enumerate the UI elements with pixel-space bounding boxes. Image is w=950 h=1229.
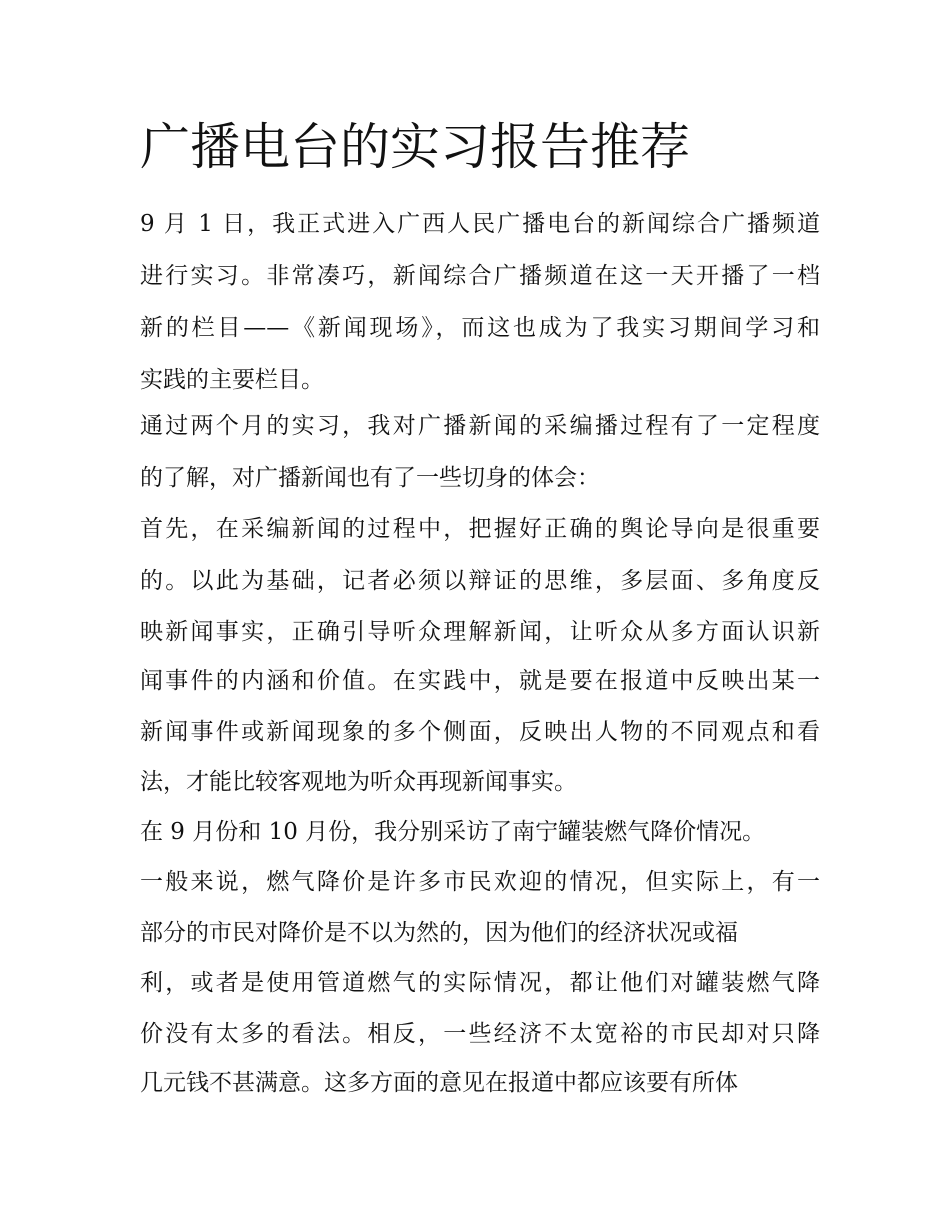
paragraph-line: 首先，在采编新闻的过程中，把握好正确的舆论导向是很重要: [140, 516, 820, 542]
paragraph-line: 利，或者是使用管道燃气的实际情况，都让他们对罐装燃气降: [140, 970, 820, 996]
paragraph-line: 映新闻事实，正确引导听众理解新闻，让听众从多方面认识新: [140, 619, 820, 645]
paragraph-line: 新的栏目——《新闻现场》，而这也成为了我实习期间学习和: [140, 315, 820, 341]
paragraph-line: 法，才能比较客观地为听众再现新闻事实。: [140, 769, 577, 795]
paragraph-line: 通过两个月的实习，我对广播新闻的采编播过程有了一定程度: [140, 413, 820, 439]
paragraph-line: 的。以此为基础，记者必须以辩证的思维，多层面、多角度反: [140, 568, 820, 594]
paragraph-line: 在 9 月份和 10 月份，我分别采访了南宁罐装燃气降价情况。: [140, 819, 766, 845]
paragraph-line: 一般来说，燃气降价是许多市民欢迎的情况，但实际上，有一: [140, 869, 820, 895]
paragraph-line: 的了解，对广播新闻也有了一些切身的体会：: [140, 465, 600, 491]
paragraph-line: 9 月 1 日，我正式进入广西人民广播电台的新闻综合广播频道: [140, 211, 820, 237]
paragraph-line: 实践的主要栏目。: [140, 367, 324, 393]
paragraph-line: 几元钱不甚满意。这多方面的意见在报道中都应该要有所体: [140, 1070, 738, 1096]
paragraph-line: 价没有太多的看法。相反，一些经济不太宽裕的市民却对只降: [140, 1021, 820, 1047]
document-title: 广播电台的实习报告推荐: [140, 118, 690, 176]
paragraph-line: 闻事件的内涵和价值。在实践中，就是要在报道中反映出某一: [140, 668, 820, 694]
paragraph-line: 进行实习。非常凑巧，新闻综合广播频道在这一天开播了一档: [140, 263, 820, 289]
paragraph-line: 部分的市民对降价是不以为然的，因为他们的经济状况或福: [140, 920, 738, 946]
paragraph-line: 新闻事件或新闻现象的多个侧面，反映出人物的不同观点和看: [140, 719, 820, 745]
